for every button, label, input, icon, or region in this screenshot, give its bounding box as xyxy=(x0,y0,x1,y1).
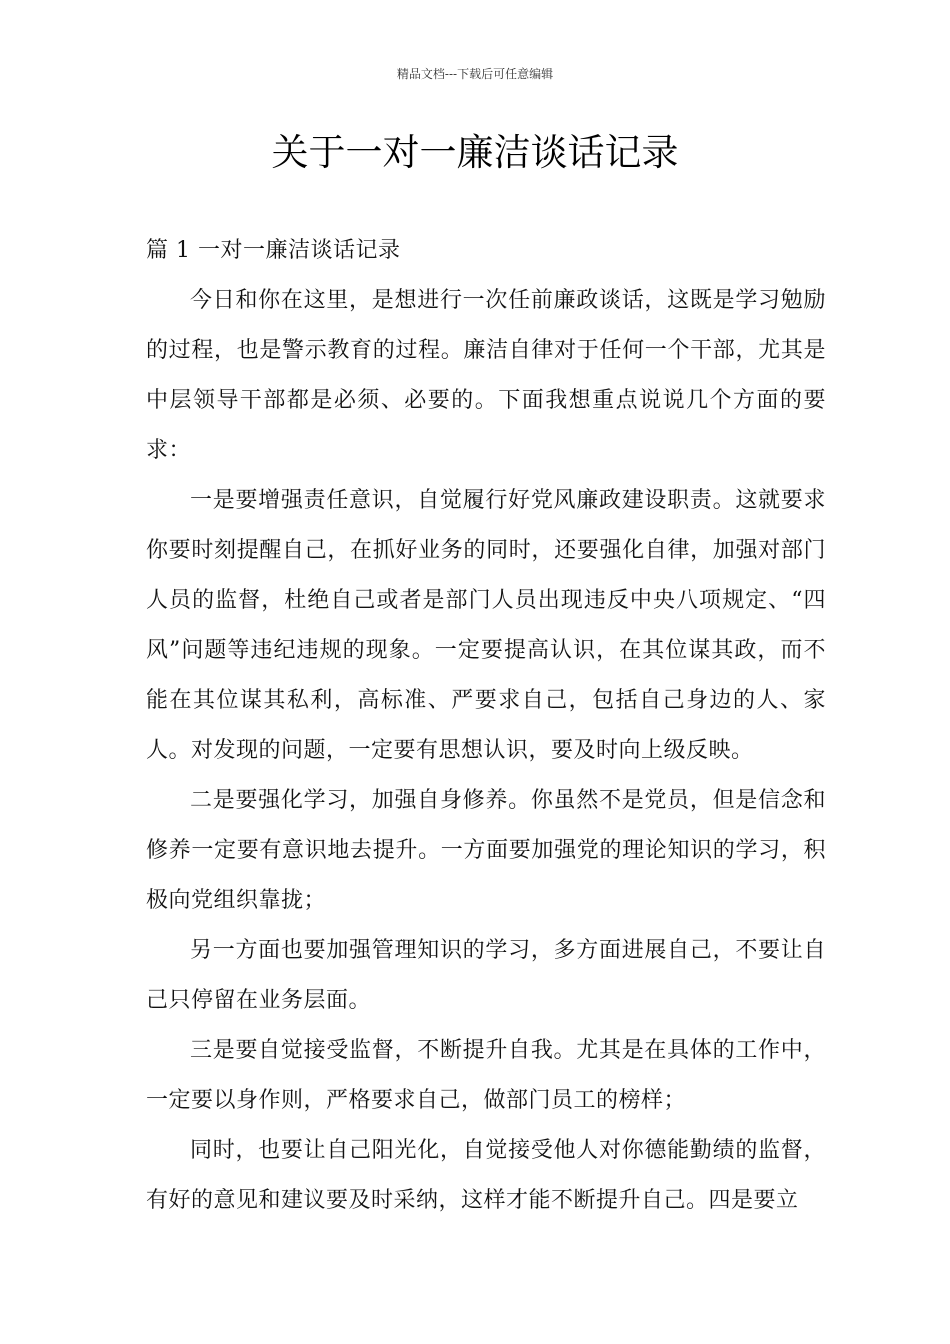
paragraph-point-three: 三是要自觉接受监督，不断提升自我。尤其是在具体的工作中，一定要以身作则，严格要求自己，做部门员工的榜样； xyxy=(146,1038,826,1113)
paragraph-point-two: 二是要强化学习，加强自身修养。你虽然不是党员，但是信念和修养一定要有意识地去提升。一方面要加强党的理论知识的学习，积极向党组织靠拢； xyxy=(146,788,826,913)
paragraph-point-two-continued: 另一方面也要加强管理知识的学习，多方面进展自己，不要让自己只停留在业务层面。 xyxy=(146,938,826,1013)
paragraph-point-one: 一是要增强责任意识，自觉履行好党风廉政建设职责。这就要求你要时刻提醒自己，在抓好业务的同时，还要强化自律，加强对部门人员的监督，杜绝自己或者是部门人员出现违反中央八项规定、“四风”问题等违纪违规的现象。一定要提高认识，在其位谋其政，而不能在其位谋其私利，高标准、严要求自己，包括自己身边的人、家人。对发现的问题，一定要有思想认识，要及时向上级反映。 xyxy=(146,488,826,763)
header-note: 精品文档---下载后可任意编辑 xyxy=(396,67,554,81)
document-title: 关于一对一廉洁谈话记录 xyxy=(271,131,679,174)
paragraph-point-three-continued: 同时，也要让自己阳光化，自觉接受他人对你德能勤绩的监督，有好的意见和建议要及时采纳，这样才能不断提升自己。四是要立 xyxy=(146,1138,826,1213)
document-body xyxy=(146,226,826,1226)
paragraph-intro: 今日和你在这里，是想进行一次任前廉政谈话，这既是学习勉励的过程，也是警示教育的过程。廉洁自律对于任何一个干部，尤其是中层领导干部都是必须、必要的。下面我想重点说说几个方面的要求： xyxy=(146,288,826,463)
section-heading: 篇 1 一对一廉洁谈话记录 xyxy=(146,238,401,263)
